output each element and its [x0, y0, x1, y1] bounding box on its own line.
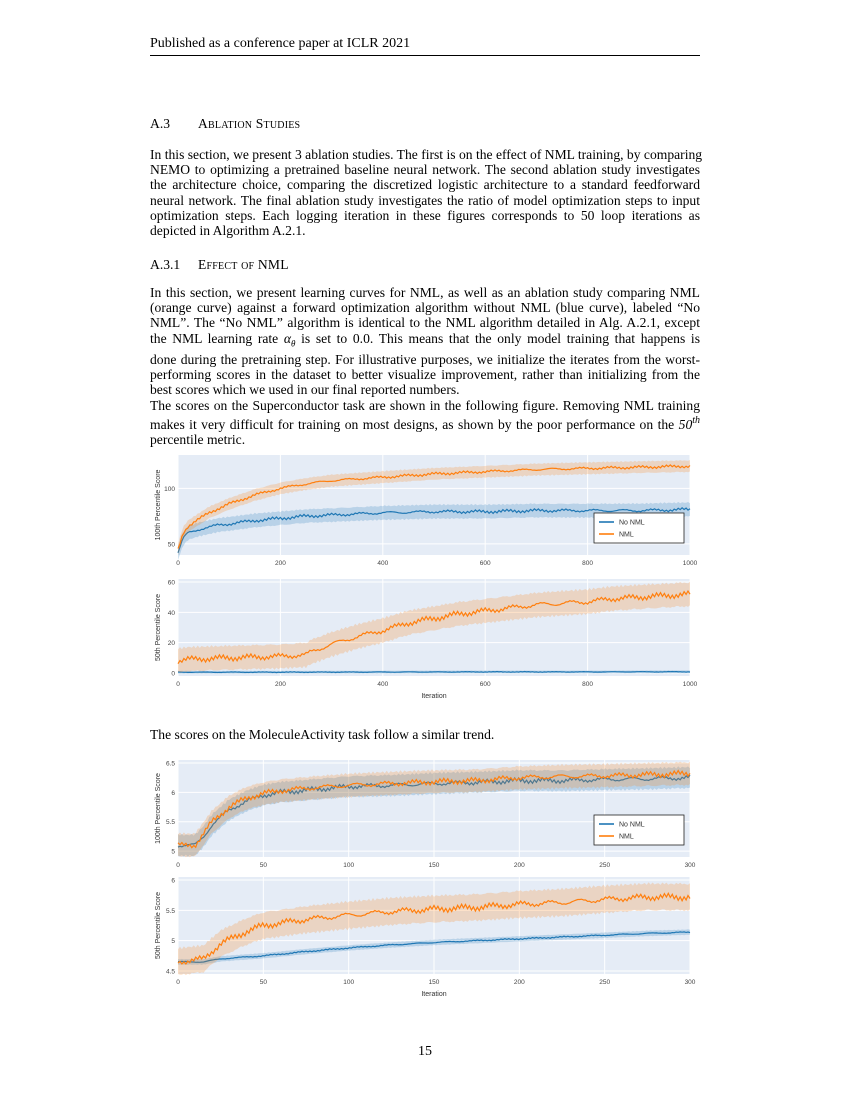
- y-tick-label: 100: [164, 485, 175, 493]
- y-axis-label: 100th Percentile Score: [155, 773, 162, 844]
- mol-top-panel: [155, 760, 696, 869]
- sc-line-part: makes it very difficult for training on most designs, as shown by the poor performance on the: [150, 417, 675, 433]
- y-tick-label: 0: [171, 670, 175, 678]
- x-tick-label: 150: [428, 979, 440, 986]
- y-axis-label: 50th Percentile Score: [155, 594, 162, 661]
- percentile-superscript: th: [692, 415, 701, 427]
- subsection-title: Effect of NML: [198, 257, 289, 272]
- intro-line: NEMO to optimizing a pretrained baseline neural network. The second ablation study investigates: [150, 162, 700, 178]
- x-tick-label: 1000: [682, 560, 698, 567]
- y-tick-label: 4.5: [165, 968, 175, 976]
- legend-label: No NML: [619, 519, 645, 527]
- x-tick-label: 250: [599, 862, 611, 869]
- x-tick-label: 1000: [682, 681, 698, 688]
- x-tick-label: 300: [684, 979, 696, 986]
- molecule-figure: [150, 755, 700, 1005]
- nml-line-part: is set to 0.0. This means that the only model training that happens is: [301, 330, 701, 346]
- y-tick-label: 5.5: [165, 907, 175, 915]
- x-tick-label: 600: [479, 681, 491, 688]
- y-tick-label: 5: [171, 938, 175, 946]
- x-axis-label: Iteration: [421, 693, 447, 700]
- nml-line: best scores which we used in our final reported numbers.: [150, 381, 460, 397]
- x-axis-label: Iteration: [421, 991, 447, 998]
- x-tick-label: 200: [513, 862, 525, 869]
- nml-line-part: the NML learning rate: [150, 330, 279, 346]
- y-tick-label: 50: [167, 541, 175, 549]
- intro-line: depicted in Algorithm A.2.1.: [150, 223, 306, 239]
- section-number: A.3: [150, 116, 171, 131]
- sc-line: The scores on the Superconductor task are shown in the following figure. Removing NML training: [150, 398, 700, 413]
- legend-box: [594, 513, 684, 543]
- nml-line: (orange curve) against a forward optimization algorithm without NML (blue curve), labeled “No: [150, 300, 700, 316]
- intro-line: neural network. The final ablation study investigates the ratio of model optimization steps to input: [150, 192, 700, 208]
- intro-line: the architecture choice, comparing the discretized logistic architecture to a standard feedforward: [150, 177, 700, 193]
- nml-line: performing scores in the dataset to better visualize improvement, rather than initializing from the: [150, 366, 700, 382]
- x-tick-label: 0: [176, 862, 180, 869]
- x-tick-label: 200: [513, 979, 525, 986]
- x-tick-label: 150: [428, 862, 440, 869]
- sc-bottom-panel: [155, 579, 698, 700]
- nml-paragraph: [150, 285, 700, 397]
- legend-label: NML: [619, 531, 634, 539]
- x-tick-label: 800: [582, 560, 594, 567]
- intro-line: In this section, we present 3 ablation studies. The first is on the effect of NML training, by comparing: [150, 147, 703, 162]
- sc-top-panel: [155, 455, 698, 567]
- sc-line: percentile metric.: [150, 432, 246, 448]
- x-tick-label: 400: [377, 560, 389, 567]
- header-rule: [150, 55, 700, 56]
- molecule-paragraph: [150, 727, 700, 742]
- x-tick-label: 100: [343, 979, 355, 986]
- x-tick-label: 250: [599, 979, 611, 986]
- nml-line: [150, 331, 700, 352]
- superconductor-paragraph: [150, 398, 700, 448]
- x-tick-label: 50: [259, 979, 267, 986]
- alpha-subscript: θ: [291, 338, 296, 349]
- section-title: Ablation Studies: [198, 116, 301, 131]
- y-tick-label: 60: [167, 579, 175, 587]
- subsection-number: A.3.1: [150, 257, 181, 272]
- nml-line: done during the pretraining step. For illustrative purposes, we initialize the iterates from the worst-: [150, 351, 700, 367]
- y-tick-label: 6.5: [165, 760, 175, 768]
- x-tick-label: 200: [274, 560, 286, 567]
- legend-label: No NML: [619, 821, 645, 829]
- y-axis-label: 100th Percentile Score: [155, 469, 162, 541]
- x-tick-label: 800: [582, 681, 594, 688]
- y-tick-label: 6: [171, 789, 175, 797]
- subsection-heading: [150, 257, 289, 273]
- y-tick-label: 6: [171, 877, 175, 885]
- x-tick-label: 300: [684, 862, 696, 869]
- x-tick-label: 600: [479, 560, 491, 567]
- y-tick-label: 20: [167, 640, 175, 648]
- x-tick-label: 100: [343, 862, 355, 869]
- legend-box: [594, 815, 684, 845]
- section-heading: [150, 116, 300, 132]
- y-axis-label: 50th Percentile Score: [155, 892, 162, 959]
- alpha-symbol: α: [283, 330, 292, 346]
- x-tick-label: 0: [176, 681, 180, 688]
- x-tick-label: 0: [176, 560, 180, 567]
- percentile-base: 50: [678, 417, 693, 433]
- mol-bottom-panel: [155, 877, 696, 998]
- intro-line: optimization steps. Each logging iteration in these figures corresponds to 50 loop iterations as: [150, 207, 700, 223]
- nml-line: NML”. The “No NML” algorithm is identical to the NML algorithm detailed in Alg. A.2.1, except: [150, 315, 700, 331]
- y-tick-label: 5.5: [165, 819, 175, 827]
- superconductor-figure: [150, 450, 700, 712]
- sc-line: [150, 413, 700, 432]
- y-tick-label: 40: [167, 609, 175, 617]
- page-number: 15: [418, 1044, 432, 1059]
- x-tick-label: 400: [377, 681, 389, 688]
- legend-label: NML: [619, 833, 634, 841]
- y-tick-label: 5: [171, 848, 175, 856]
- running-header: Published as a conference paper at ICLR 2021: [150, 36, 411, 51]
- nml-line: In this section, we present learning curves for NML, as well as an ablation study comparing NML: [150, 285, 700, 300]
- mol-line: The scores on the MoleculeActivity task follow a similar trend.: [150, 727, 495, 742]
- x-tick-label: 200: [274, 681, 286, 688]
- intro-paragraph: [150, 147, 703, 239]
- x-tick-label: 50: [259, 862, 267, 869]
- x-tick-label: 0: [176, 979, 180, 986]
